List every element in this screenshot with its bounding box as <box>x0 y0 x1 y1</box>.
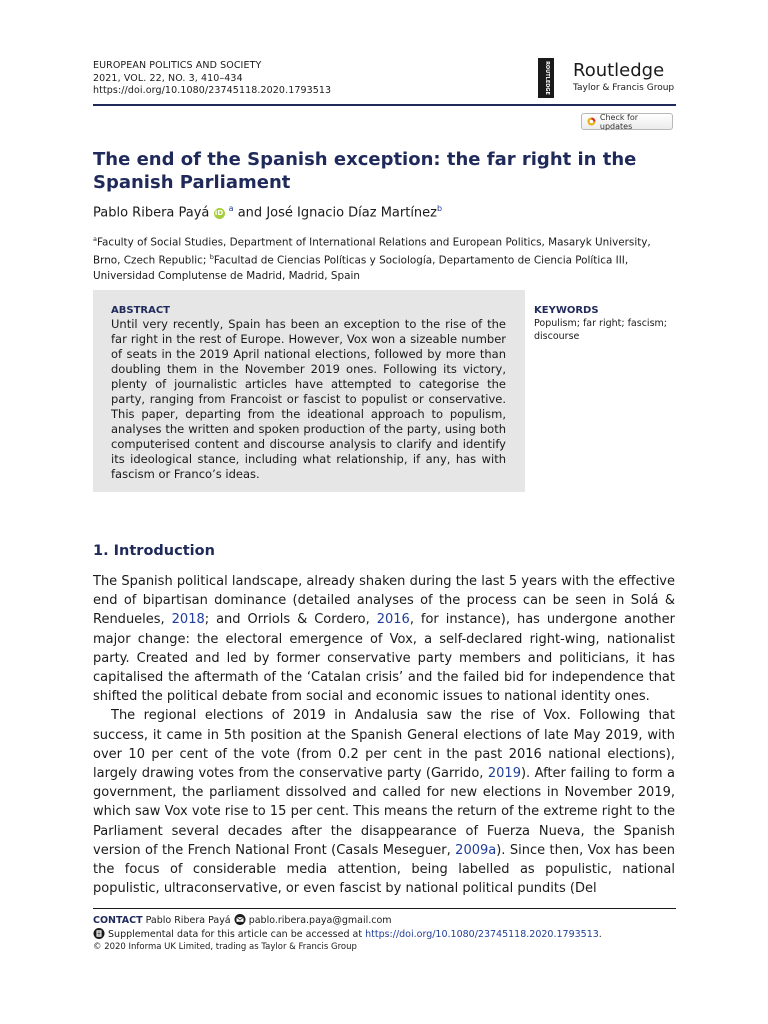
envelope-icon <box>234 914 246 925</box>
affil-a: Faculty of Social Studies, Department of International Relations and European Politics, Masaryk University, Brno, Czech Republic; <box>93 236 651 267</box>
contact-label: CONTACT <box>93 915 143 926</box>
paragraph-1: The Spanish political landscape, already shaken during the last 5 years with the effective end of bipartisan dominance (detailed analyses of the process can be seen in Solá & Rendueles, 2018; and Orriols & Cordero, 2016, for instance), has undergone another major change: the electoral emergence of Vox, a self-declared right-wing, nationalist party. Created and led by former conservative party members and politicians, it has capitalised the aftermath of the ‘Catalan crisis’ and the failed bid for independence that shifted the political debate from social and economic issues to national identity ones. <box>93 574 675 705</box>
publisher-subtitle: Taylor & Francis Group <box>573 83 675 93</box>
author-1[interactable]: Pablo Ribera Payá <box>93 205 210 221</box>
crossmark-icon <box>587 117 596 126</box>
publisher-logo <box>538 58 678 98</box>
supplemental-line: Supplemental data for this article can be accessed at https://doi.org/10.1080/23745118.2020.1793513. <box>93 928 602 940</box>
contact-name: Pablo Ribera Payá <box>145 915 231 926</box>
publisher-mark-text: ROUTLEDGE <box>544 61 550 95</box>
journal-info <box>93 60 331 98</box>
citation-link[interactable]: 2019 <box>487 766 521 782</box>
citation-link[interactable]: 2016 <box>376 612 410 628</box>
citation-link[interactable]: 2018 <box>171 612 205 628</box>
citation-link[interactable]: 2009a <box>455 842 497 858</box>
header-divider <box>93 104 676 106</box>
contact-email[interactable]: pablo.ribera.paya@gmail.com <box>248 915 392 926</box>
supplemental-text: Supplemental data for this article can be accessed at <box>108 929 366 940</box>
affil-b: Facultad de Ciencias Políticas y Sociología, Departamento de Ciencia Política III, Universidad Complutense de Madrid, Madrid, Spain <box>93 254 629 282</box>
author-2-affil[interactable]: b <box>437 204 443 213</box>
check-updates-label: Check for updates <box>599 112 639 131</box>
affil-b-marker: b <box>209 253 214 262</box>
abstract-heading: ABSTRACT <box>111 305 170 316</box>
article-title: The end of the Spanish exception: the far right in the Spanish Parliament <box>93 149 637 193</box>
abstract-text: Until very recently, Spain has been an exception to the rise of the far right in the rest of Europe. However, Vox won a sizeable number of seats in the 2019 April national elections, followed by more than doubling them in the November 2019 ones. Following its victory, plenty of journalistic articles have attempted to categorise the party, ranging from Francoist or fascist to populist or conservative. This paper, departing from the ideational approach to populism, analyses the written and spoken production of the party, using both computerised content and discourse analysis to clarify and identify its ideological stance, including what relationship, if any, has with fascism or Franco’s ideas. <box>111 317 506 481</box>
author-line <box>93 204 442 220</box>
affiliations <box>93 232 678 284</box>
check-updates-button[interactable] <box>581 113 673 130</box>
contact-line <box>93 914 392 926</box>
copyright-line: © 2020 Informa UK Limited, trading as Taylor & Francis Group <box>93 942 357 952</box>
keywords-heading: KEYWORDS <box>534 305 599 316</box>
keywords-text: Populism; far right; fascism; discourse <box>534 318 667 342</box>
affil-a-marker: a <box>93 235 97 243</box>
footer-divider <box>93 908 676 909</box>
publisher-name: Routledge <box>573 60 665 81</box>
volume-info: 2021, VOL. 22, NO. 3, 410–434 <box>93 72 243 84</box>
doi-link[interactable]: https://doi.org/10.1080/23745118.2020.1793513 <box>93 85 332 96</box>
orcid-icon[interactable]: iD <box>214 209 224 218</box>
paragraph-2: The regional elections of 2019 in Andalusia saw the rise of Vox. Following that success, it came in 5th position at the Spanish General elections of late May 2019, with over 10 per cent of the vote (from 0.2 per cent in the past 2016 national elections), largely drawing votes from the conservative party (Garrido, 2019). After failing to form a government, the parliament dissolved and called for new elections in November 2019, which saw Vox vote rise to 15 per cent. This means the return of the extreme right to the Parliament several decades after the disappearance of Fuerza Nueva, the Spanish version of the French National Front (Casals Meseguer, 2009a). Since then, Vox has been the focus of considerable media attention, being labelled as populistic, national populistic, ultraconservative, or even fascist by national political pundits (Del <box>93 708 676 897</box>
journal-name: EUROPEAN POLITICS AND SOCIETY <box>93 60 262 71</box>
author-1-affil[interactable]: a <box>228 204 234 213</box>
body-text <box>93 572 675 898</box>
author-2[interactable]: José Ignacio Díaz Martínez <box>266 205 437 221</box>
supplemental-link[interactable]: https://doi.org/10.1080/23745118.2020.1793513 <box>365 929 599 940</box>
section-heading: 1. Introduction <box>93 543 215 559</box>
routledge-mark-icon <box>538 58 564 98</box>
supplemental-data-icon <box>93 928 105 939</box>
author-and: and <box>237 205 263 221</box>
